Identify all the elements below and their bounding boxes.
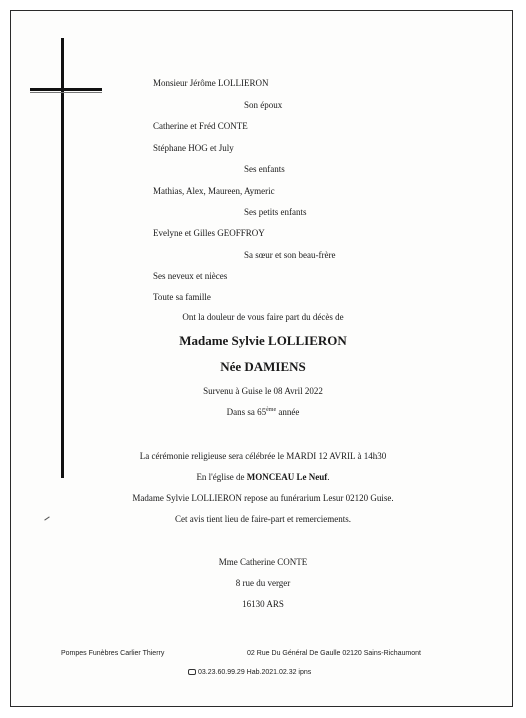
family-line: Son époux [244,100,283,110]
church-line [0,472,526,482]
contact-name: Mme Catherine CONTE [218,557,308,567]
age-superscript: ème [266,407,277,413]
family-line: Stéphane HOG et July [153,143,234,153]
age-suffix: année [276,407,300,417]
footer-phone: 03.23.60.99.29 Hab.2021.02.32 ipns [198,669,312,676]
church-suffix: . [327,472,330,482]
family-line: Mathias, Alex, Maureen, Aymeric [153,186,275,196]
cross-horizontal-bar [30,88,102,91]
footer-phone-line [188,669,311,676]
phone-icon [188,669,196,675]
family-line: Toute sa famille [153,292,211,302]
age-line [0,407,526,417]
ceremony-line: La cérémonie religieuse sera célébrée le MARDI 12 AVRIL à 14h30 [139,451,387,461]
announcement-text: Ont la douleur de vous faire part du décès de [182,312,344,322]
death-date-line: Survenu à Guise le 08 Avril 2022 [203,386,323,396]
notice-line: Cet avis tient lieu de faire-part et remerciements. [175,514,351,524]
maiden-name: Née DAMIENS [220,359,306,374]
church-prefix: En l'église de [196,472,247,482]
church-name: MONCEAU Le Neuf [246,472,328,482]
family-line: Sa sœur et son beau-frère [244,250,336,260]
contact-street: 8 rue du verger [235,578,291,588]
contact-city: 16130 ARS [242,599,284,609]
family-line: Ses petits enfants [244,207,307,217]
family-line: Monsieur Jérôme LOLLIERON [153,78,269,88]
family-line: Ses neveux et nièces [153,271,228,281]
footer-address: 02 Rue Du Général De Gaulle 02120 Sains-Richaumont [247,650,421,657]
family-line: Catherine et Fréd CONTE [153,121,248,131]
funeral-home-line: Madame Sylvie LOLLIERON repose au funérarium Lesur 02120 Guise. [132,493,394,503]
family-line: Ses enfants [244,164,285,174]
deceased-name: Madame Sylvie LOLLIERON [179,333,347,348]
age-prefix: Dans sa 65 [226,407,267,417]
family-line: Evelyne et Gilles GEOFFROY [153,228,265,238]
footer-company: Pompes Funèbres Carlier Thierry [61,650,165,657]
